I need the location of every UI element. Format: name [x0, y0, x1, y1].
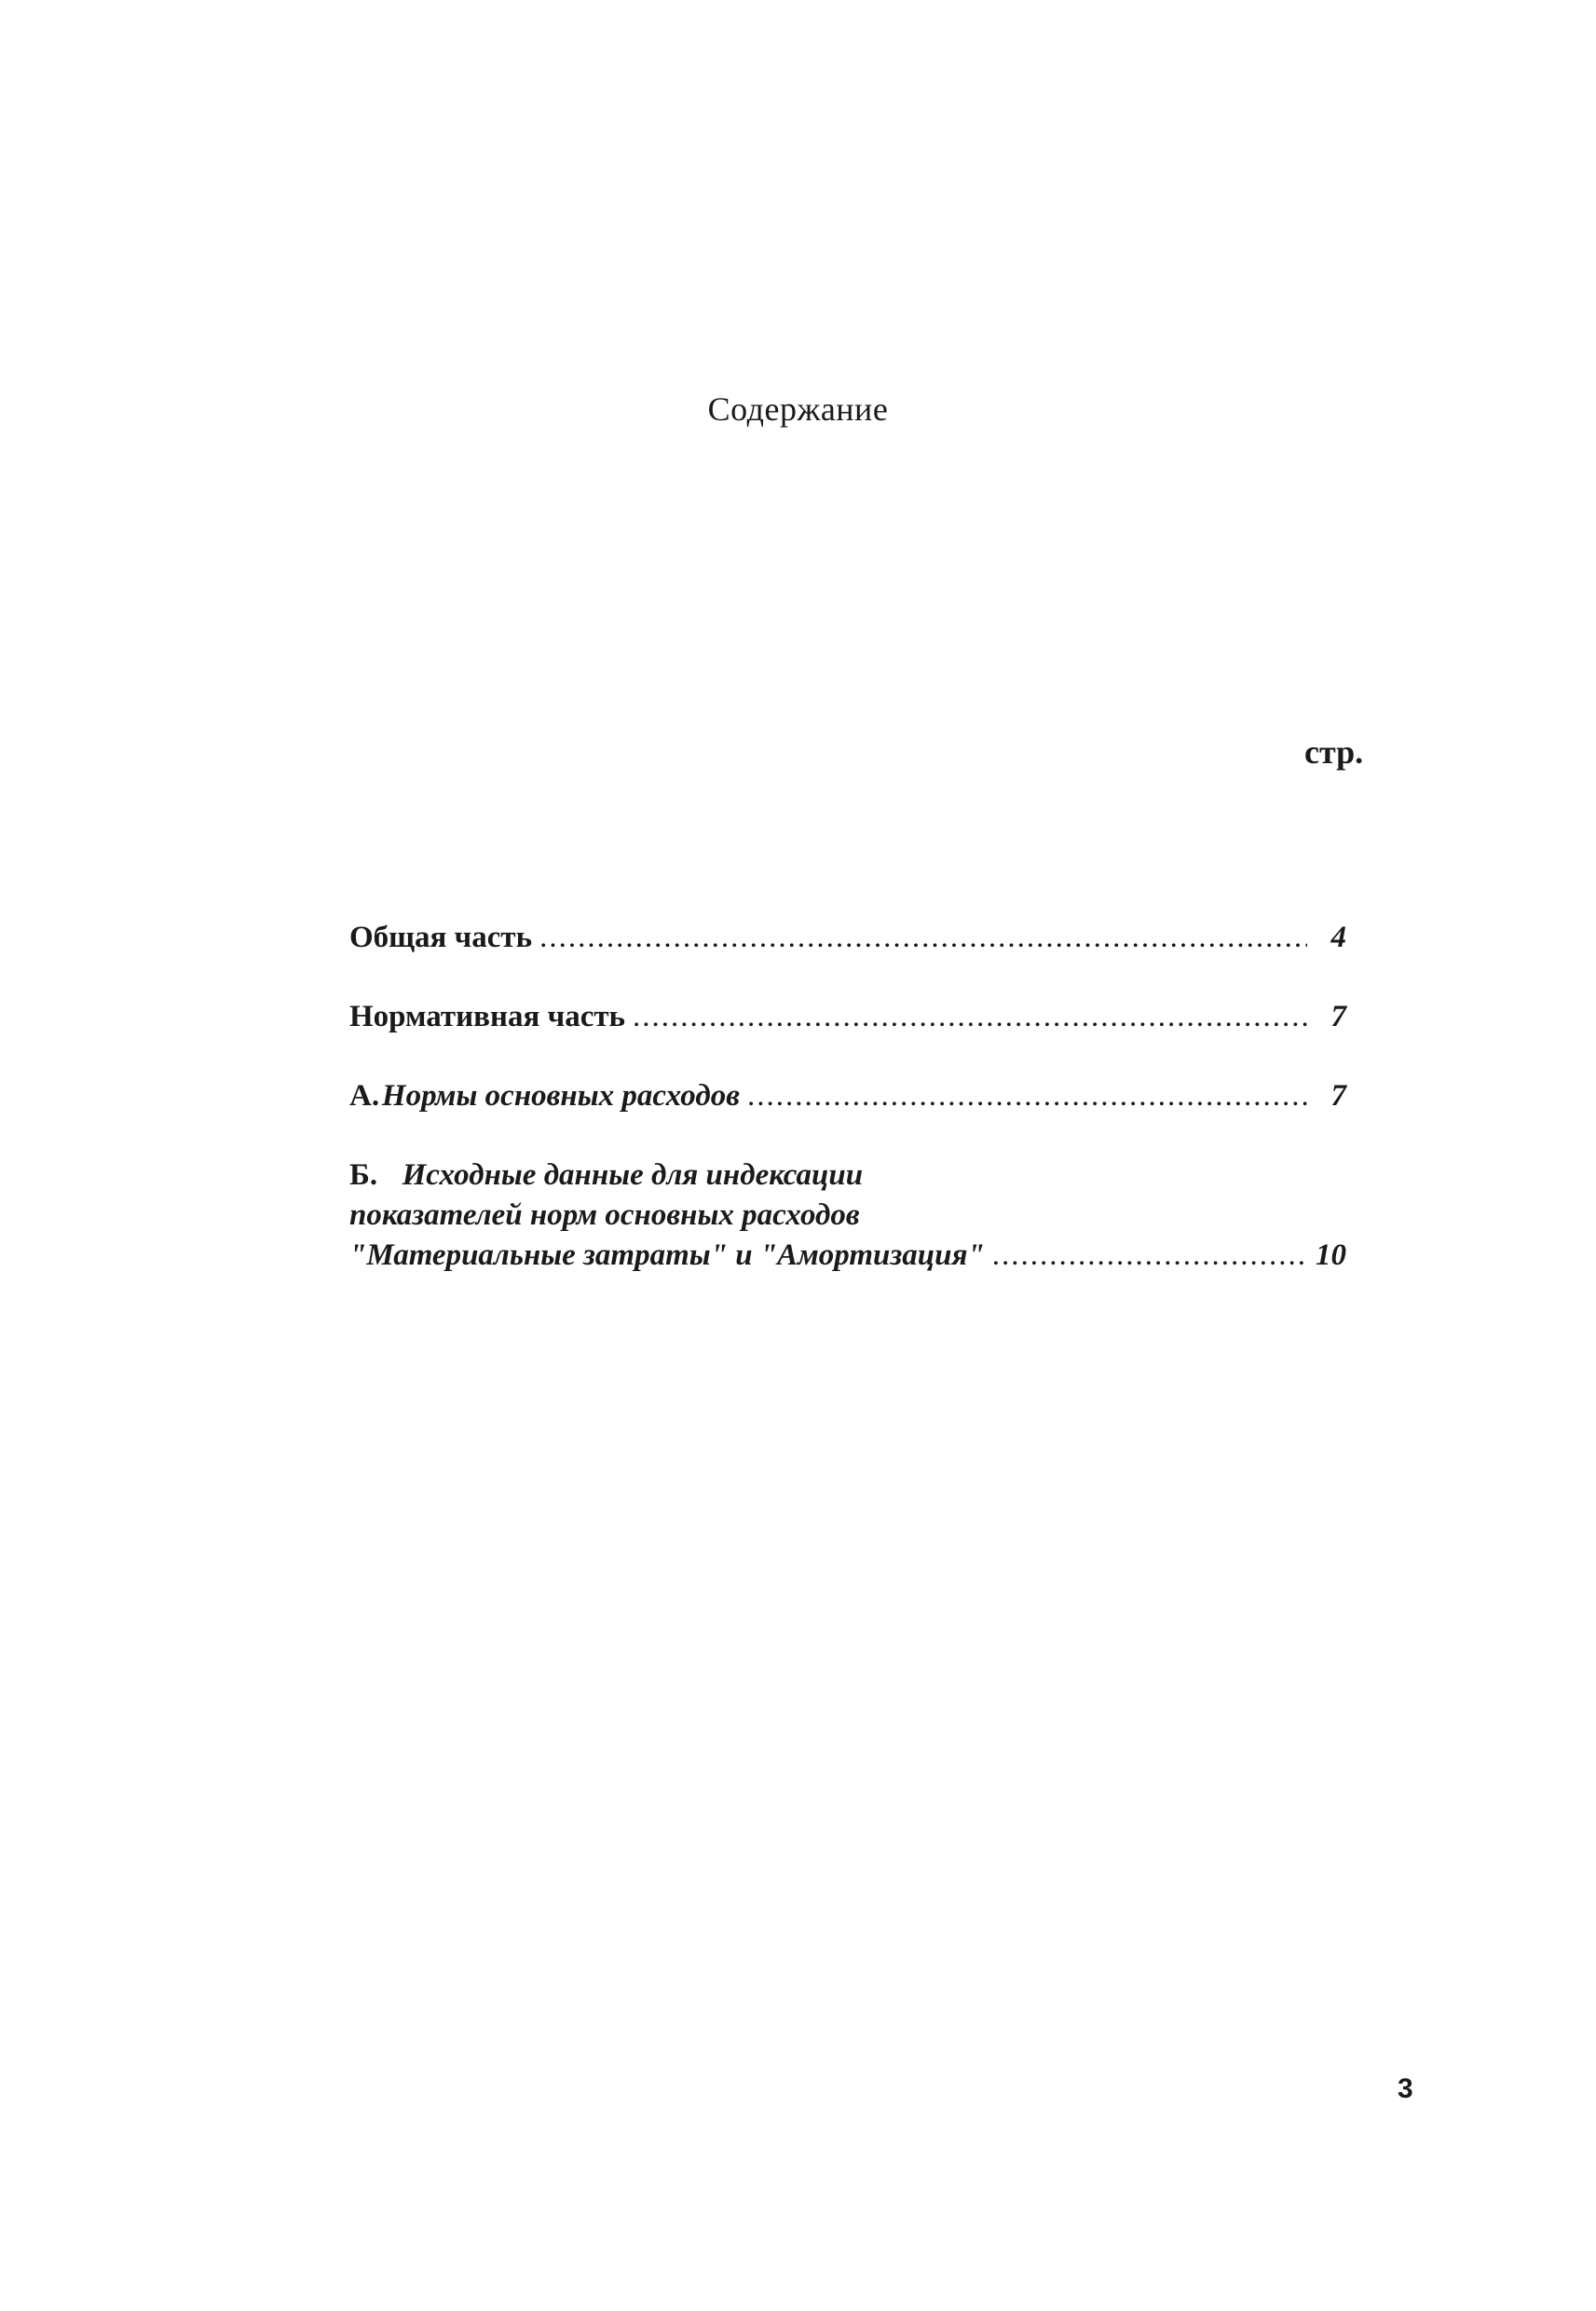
page-number: 3 — [1398, 2073, 1413, 2104]
page-title: Содержание — [707, 390, 889, 428]
toc-entry-text: Общая часть — [349, 921, 533, 954]
toc-entry-normative-part[interactable] — [349, 997, 1346, 1037]
toc-entry-page: 4 — [1330, 921, 1346, 954]
toc-entry-basic-expense-norms[interactable] — [349, 1076, 1346, 1116]
dot-leader — [747, 1076, 1307, 1116]
toc-entry-page: 10 — [1316, 1238, 1346, 1272]
dot-leader — [633, 997, 1307, 1037]
dot-leader — [992, 1236, 1307, 1276]
toc-entry-letter: Б. — [349, 1158, 378, 1192]
toc-entry-page: 7 — [1330, 1000, 1346, 1033]
toc-entry-letter: А. — [349, 1079, 380, 1113]
page-column-label: стр. — [1304, 733, 1364, 771]
toc-entry-text: Нормативная часть — [349, 1000, 626, 1033]
toc-entry-page: 7 — [1330, 1079, 1346, 1113]
toc-entry-indexation-data[interactable] — [349, 1156, 1346, 1276]
toc-entry-general-part[interactable] — [349, 918, 1346, 958]
toc-entry-text-line-3: "Материальные затраты" и "Амортизация" — [349, 1238, 985, 1272]
table-of-contents — [349, 918, 1346, 1315]
dot-leader — [539, 918, 1307, 958]
toc-entry-text-line-1: Исходные данные для индексации — [402, 1158, 864, 1192]
toc-entry-text-line-2: показателей норм основных расходов — [349, 1198, 860, 1232]
toc-entry-text: Нормы основных расходов — [381, 1079, 740, 1113]
